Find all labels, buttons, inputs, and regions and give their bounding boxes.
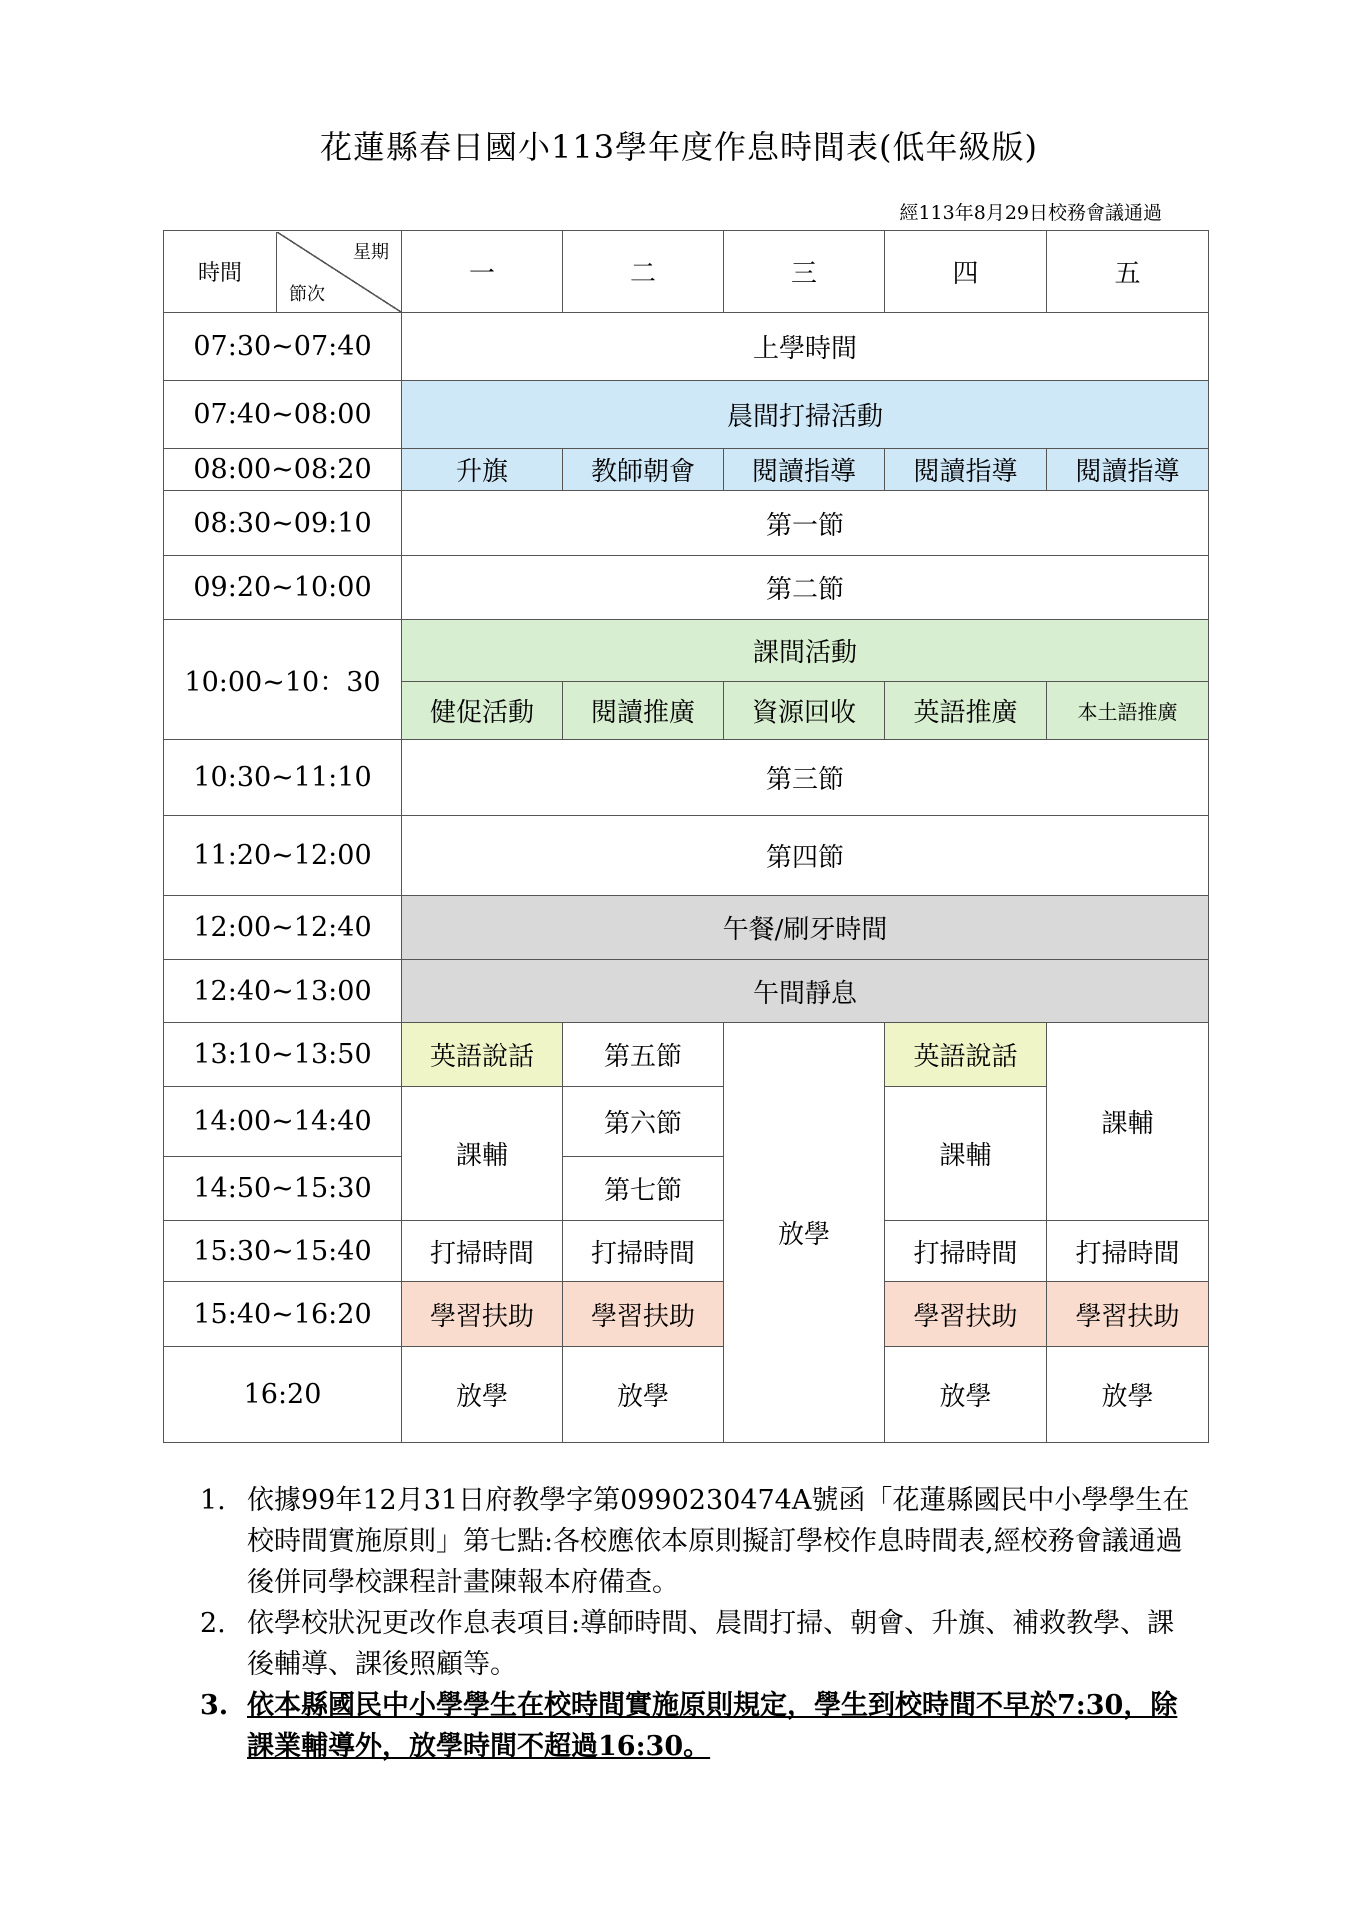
activity-cell: 學習扶助 [885,1282,1047,1347]
activity-cell: 放學 [724,1023,885,1443]
activity-cell: 健促活動 [402,682,563,740]
table-row [164,556,1209,620]
time-cell: 10:30~11:10 [164,740,402,816]
note-item [200,1480,1200,1603]
time-cell: 11:20~12:00 [164,816,402,896]
header-row [164,231,1209,313]
activity-cell: 英語說話 [402,1023,563,1087]
activity-cell: 第四節 [402,816,1209,896]
note-number: 2. [200,1608,226,1639]
activity-cell: 英語推廣 [885,682,1047,740]
table-row [164,960,1209,1023]
activity-cell: 打掃時間 [885,1221,1047,1282]
day-header-fri: 五 [1047,231,1209,313]
activity-cell: 教師朝會 [563,449,724,491]
activity-cell: 資源回收 [724,682,885,740]
table-row [164,1282,1209,1347]
schedule-table [163,230,1209,1443]
activity-cell: 課輔 [1047,1023,1209,1221]
table-row [164,449,1209,491]
activity-cell: 打掃時間 [563,1221,724,1282]
notes-list [200,1480,1200,1767]
activity-cell: 放學 [563,1347,724,1443]
table-row [164,816,1209,896]
time-cell: 14:00~14:40 [164,1087,402,1157]
note-item [200,1685,1200,1767]
activity-cell: 英語說話 [885,1023,1047,1087]
page-title: 花蓮縣春日國小113學年度作息時間表(低年級版) [319,128,1039,166]
table-row [164,1221,1209,1282]
time-cell: 07:30~07:40 [164,313,402,381]
activity-cell: 學習扶助 [402,1282,563,1347]
note-item [200,1603,1200,1685]
activity-cell: 放學 [402,1347,563,1443]
time-cell: 08:30~09:10 [164,491,402,556]
time-cell: 12:00~12:40 [164,896,402,960]
time-cell: 16:20 [164,1347,402,1443]
activity-cell: 學習扶助 [563,1282,724,1347]
note-text: 依學校狀況更改作息表項目:導師時間、晨間打掃、朝會、升旗、補救教學、課後輔導、課後照顧等。 [247,1608,1175,1680]
table-row [164,1347,1209,1443]
activity-cell: 晨間打掃活動 [402,381,1209,449]
time-header: 時間 [197,261,242,286]
activity-cell: 閱讀指導 [1047,449,1209,491]
approval-note: 經113年8月29日校務會議通過 [899,202,1162,224]
day-header-tue: 二 [563,231,724,313]
activity-cell: 放學 [885,1347,1047,1443]
time-cell: 15:30~15:40 [164,1221,402,1282]
note-text: 依本縣國民中小學學生在校時間實施原則規定，學生到校時間不早於7:30，除課業輔導外，放學時間不超過16:30。 [247,1690,1178,1762]
note-text: 依據99年12月31日府教學字第0990230474A號函「花蓮縣國民中小學學生在校時間實施原則」第七點:各校應依本原則擬訂學校作息時間表,經校務會議通過後併同學校課程計畫陳報本府備查。 [247,1485,1190,1598]
table-row [164,740,1209,816]
header-corner [164,231,402,313]
period-header: 節次 [289,283,325,305]
activity-cell: 午間靜息 [402,960,1209,1023]
activity-cell: 第七節 [563,1157,724,1221]
activity-cell: 課輔 [885,1087,1047,1221]
activity-cell: 第三節 [402,740,1209,816]
activity-cell: 課輔 [402,1087,563,1221]
day-header-thu: 四 [885,231,1047,313]
time-cell: 15:40~16:20 [164,1282,402,1347]
day-header-mon: 一 [402,231,563,313]
activity-cell: 升旗 [402,449,563,491]
activity-cell: 第一節 [402,491,1209,556]
note-number: 1. [200,1485,226,1516]
activity-cell: 第五節 [563,1023,724,1087]
note-number: 3. [200,1690,229,1721]
activity-cell: 上學時間 [402,313,1209,381]
week-header: 星期 [353,241,389,263]
table-row [164,896,1209,960]
activity-cell: 午餐/刷牙時間 [402,896,1209,960]
diagonal-header [276,232,401,312]
time-cell: 08:00~08:20 [164,449,402,491]
time-cell: 13:10~13:50 [164,1023,402,1087]
time-cell: 07:40~08:00 [164,381,402,449]
activity-cell: 閱讀指導 [724,449,885,491]
table-row [164,313,1209,381]
activity-cell: 第二節 [402,556,1209,620]
time-cell: 14:50~15:30 [164,1157,402,1221]
time-cell: 12:40~13:00 [164,960,402,1023]
activity-cell: 學習扶助 [1047,1282,1209,1347]
table-row [164,1023,1209,1087]
activity-cell: 第六節 [563,1087,724,1157]
activity-cell: 閱讀指導 [885,449,1047,491]
activity-cell: 本土語推廣 [1047,682,1209,740]
activity-cell: 打掃時間 [1047,1221,1209,1282]
activity-cell: 打掃時間 [402,1221,563,1282]
table-row [164,620,1209,682]
time-cell: 10:00~10：30 [164,620,402,740]
time-cell: 09:20~10:00 [164,556,402,620]
activity-cell: 課間活動 [402,620,1209,682]
activity-cell: 閱讀推廣 [563,682,724,740]
table-row [164,381,1209,449]
table-row [164,491,1209,556]
day-header-wed: 三 [724,231,885,313]
activity-cell: 放學 [1047,1347,1209,1443]
